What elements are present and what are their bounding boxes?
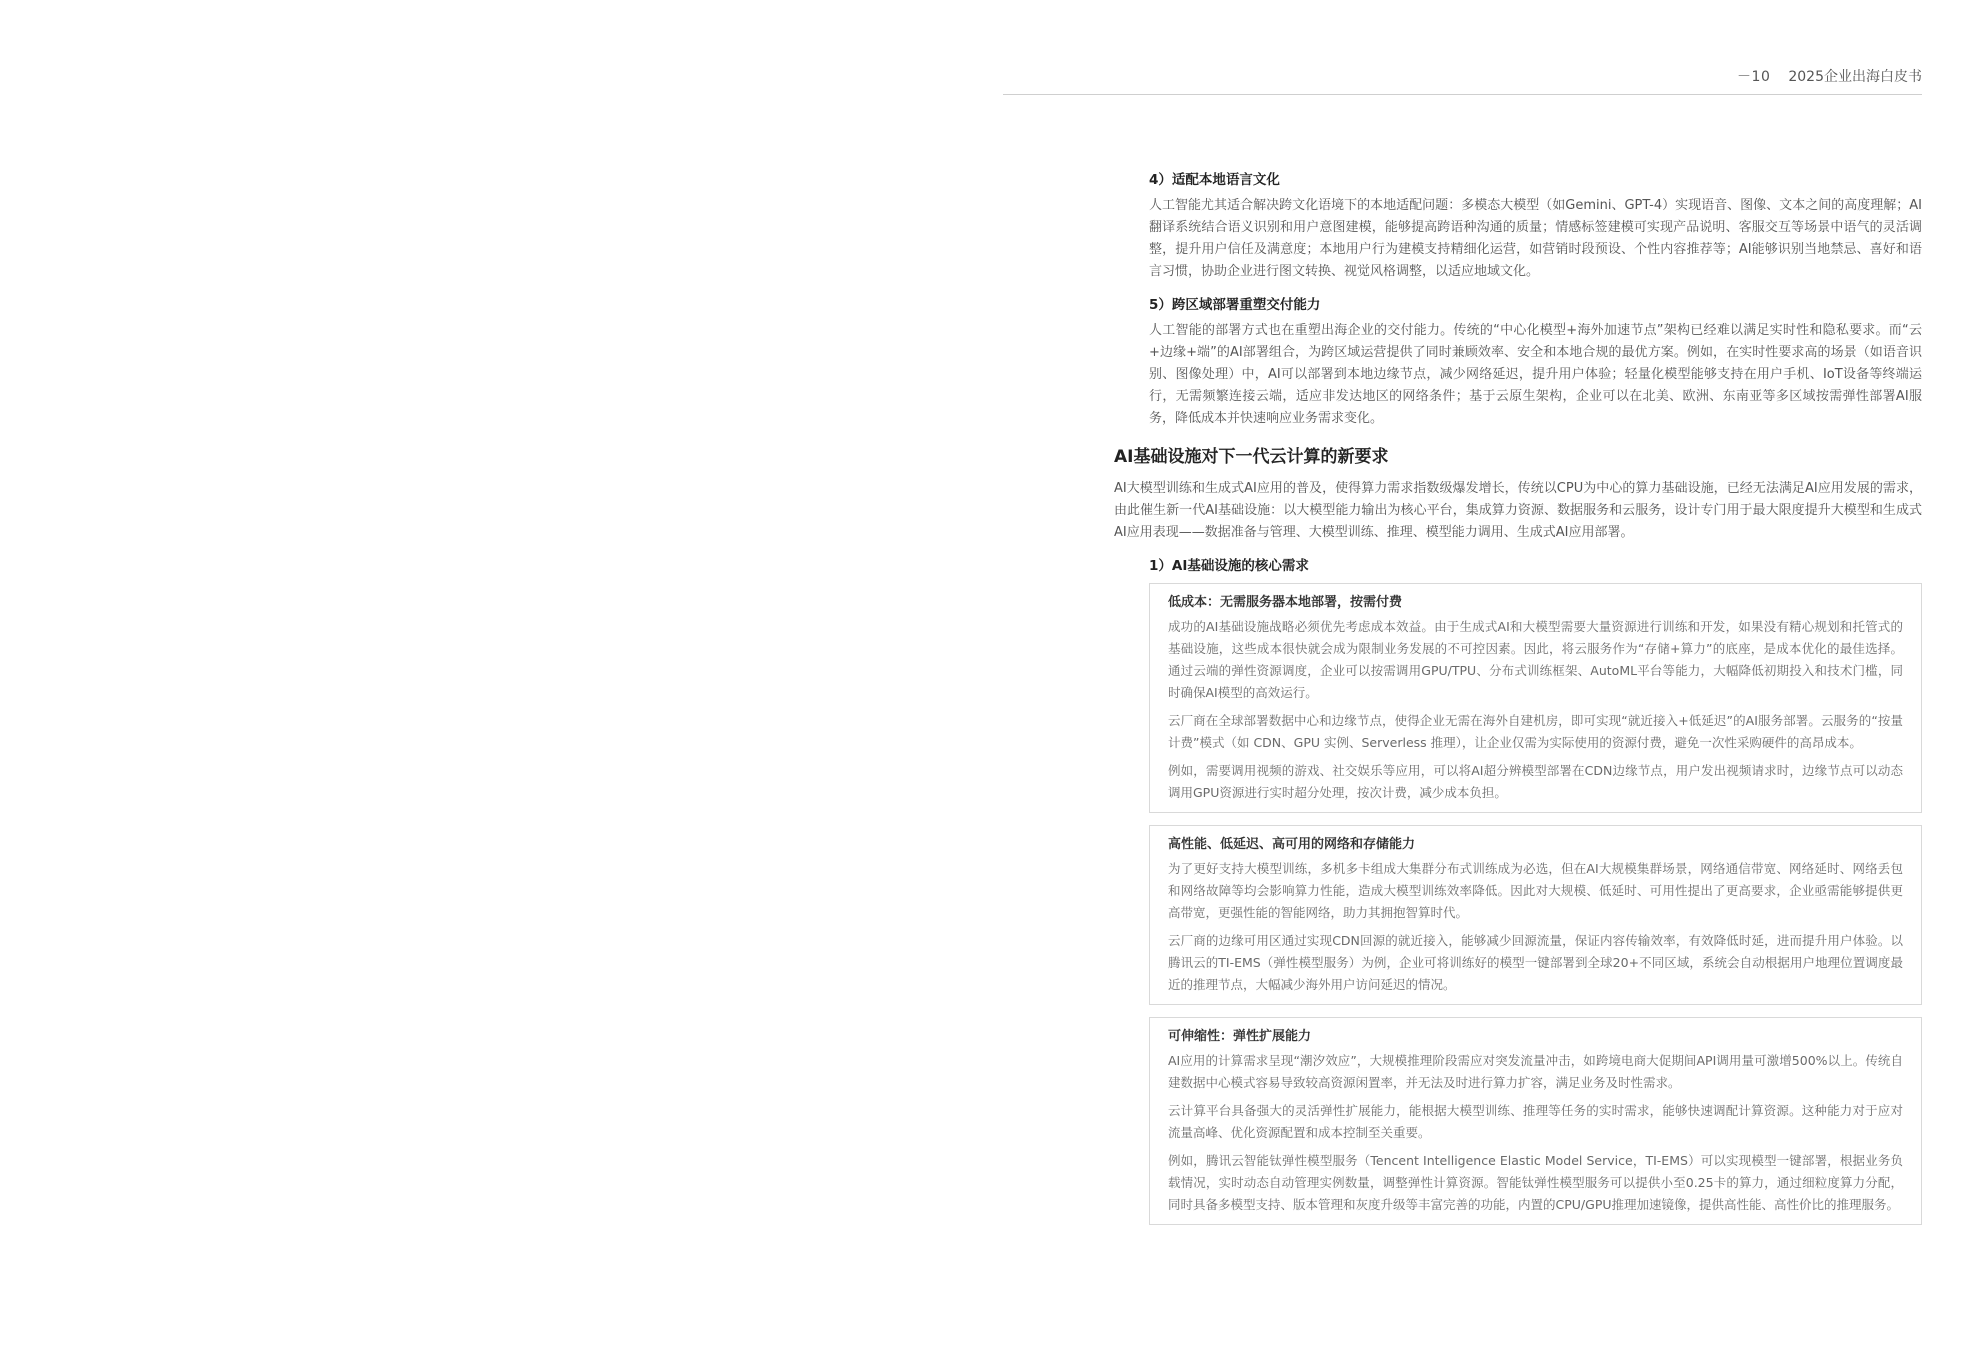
section-body: 人工智能尤其适合解决跨文化语境下的本地适配问题：多模态大模型（如Gemini、GPT-4）实现语音、图像、文本之间的高度理解；AI翻译系统结合语义识别和用户意图建模，能够提高跨语种沟通的质量；情感标签建模可实现产品说明、客服交互等场景中语气的灵活调整，提升用户信任及满意度；本地用户行为建模支持精细化运营，如营销时段预设、个性内容推荐等；AI能够识别当地禁忌、喜好和语言习惯，协助企业进行图文转换、视觉风格调整，以适应地域文化。 — [1149, 198, 1922, 279]
page-content — [1114, 170, 1922, 1237]
document-title: 2025企业出海白皮书 — [1788, 69, 1922, 85]
section-title: 5）跨区域部署重塑交付能力 — [1149, 297, 1321, 313]
callout-paragraph: 云厂商的边缘可用区通过实现CDN回源的就近接入，能够减少回源流量，保证内容传输效率，有效降低时延，进而提升用户体验。以腾讯云的TI-EMS（弹性模型服务）为例，企业可将训练好的模型一键部署到全球20+不同区域，系统会自动根据用户地理位置调度最近的推理节点，大幅减少海外用户访问延迟的情况。 — [1168, 933, 1903, 992]
callout-low-cost — [1149, 583, 1922, 813]
callout-title: 高性能、低延迟、高可用的网络和存储能力 — [1168, 837, 1416, 852]
section-body: 人工智能的部署方式也在重塑出海企业的交付能力。传统的“中心化模型+海外加速节点”架构已经难以满足实时性和隐私要求。而“云+边缘+端”的AI部署组合，为跨区域运营提供了同时兼顾效率、安全和本地合规的最优方案。例如，在实时性要求高的场景（如语音识别、图像处理）中，AI可以部署到本地边缘节点，减少网络延迟，提升用户体验；轻量化模型能够支持在用户手机、IoT设备等终端运行，无需频繁连接云端，适应非发达地区的网络条件；基于云原生架构，企业可以在北美、欧洲、东南亚等多区域按需弹性部署AI服务，降低成本并快速响应业务需求变化。 — [1149, 323, 1922, 426]
callout-paragraph: 成功的AI基础设施战略必须优先考虑成本效益。由于生成式AI和大模型需要大量资源进行训练和开发，如果没有精心规划和托管式的基础设施，这些成本很快就会成为限制业务发展的不可控因素。因此，将云服务作为“存储+算力”的底座，是成本优化的最佳选择。通过云端的弹性资源调度，企业可以按需调用GPU/TPU、分布式训练框架、AutoML平台等能力，大幅降低初期投入和技术门槛，同时确保AI模型的高效运行。 — [1168, 619, 1903, 700]
callout-scalability — [1149, 1017, 1922, 1225]
callout-paragraph: 例如，需要调用视频的游戏、社交娱乐等应用，可以将AI超分辨模型部署在CDN边缘节点，用户发出视频请求时，边缘节点可以动态调用GPU资源进行实时超分处理，按次计费，减少成本负担。 — [1168, 763, 1903, 800]
section-cross-region — [1149, 295, 1922, 430]
callout-paragraph: 例如，腾讯云智能钛弹性模型服务（Tencent Intelligence Elastic Model Service，TI-EMS）可以实现模型一键部署，根据业务负载情况，实时动态自动管理实例数量，调整弹性计算资源。智能钛弹性模型服务可以提供小至0.25卡的算力，通过细粒度算力分配，同时具备多模型支持、版本管理和灰度升级等丰富完善的功能，内置的CPU/GPU推理加速镜像，提供高性能、高性价比的推理服务。 — [1168, 1153, 1903, 1212]
callout-paragraph: 云厂商在全球部署数据中心和边缘节点，使得企业无需在海外自建机房，即可实现“就近接入+低延迟”的AI服务部署。云服务的“按量计费”模式（如 CDN、GPU 实例、Serverless 推理），让企业仅需为实际使用的资源付费，避免一次性采购硬件的高昂成本。 — [1168, 713, 1903, 750]
section-heading: AI基础设施对下一代云计算的新要求 — [1114, 447, 1389, 467]
callout-paragraph: 云计算平台具备强大的灵活弹性扩展能力，能根据大模型训练、推理等任务的实时需求，能够快速调配计算资源。这种能力对于应对流量高峰、优化资源配置和成本控制至关重要。 — [1168, 1103, 1903, 1140]
page-number: －10 — [1737, 69, 1771, 85]
core-needs-title: 1）AI基础设施的核心需求 — [1149, 558, 1309, 574]
callout-paragraph: 为了更好支持大模型训练，多机多卡组成大集群分布式训练成为必选，但在AI大规模集群场景，网络通信带宽、网络延时、网络丢包和网络故障等均会影响算力性能，造成大模型训练效率降低。因此对大规模、低延时、可用性提出了更高要求，企业亟需能够提供更高带宽，更强性能的智能网络，助力其拥抱智算时代。 — [1168, 861, 1903, 920]
callout-title: 可伸缩性：弹性扩展能力 — [1168, 1029, 1312, 1044]
callout-title: 低成本：无需服务器本地部署，按需付费 — [1168, 595, 1403, 610]
callout-network-storage — [1149, 825, 1922, 1005]
section-body: AI大模型训练和生成式AI应用的普及，使得算力需求指数级爆发增长，传统以CPU为中心的算力基础设施，已经无法满足AI应用发展的需求，由此催生新一代AI基础设施：以大模型能力输出为核心平台，集成算力资源、数据服务和云服务，设计专门用于最大限度提升大模型和生成式AI应用表现——数据准备与管理、大模型训练、推理、模型能力调用、生成式AI应用部署。 — [1114, 481, 1922, 540]
section-ai-infra — [1114, 444, 1922, 544]
section-title: 4）适配本地语言文化 — [1149, 172, 1280, 188]
header-divider — [1003, 94, 1922, 95]
page-header — [1003, 66, 1922, 86]
callout-paragraph: AI应用的计算需求呈现“潮汐效应”，大规模推理阶段需应对突发流量冲击，如跨境电商大促期间API调用量可激增500%以上。传统自建数据中心模式容易导致较高资源闲置率，并无法及时进行算力扩容，满足业务及时性需求。 — [1168, 1053, 1903, 1090]
section-local-language — [1149, 170, 1922, 283]
